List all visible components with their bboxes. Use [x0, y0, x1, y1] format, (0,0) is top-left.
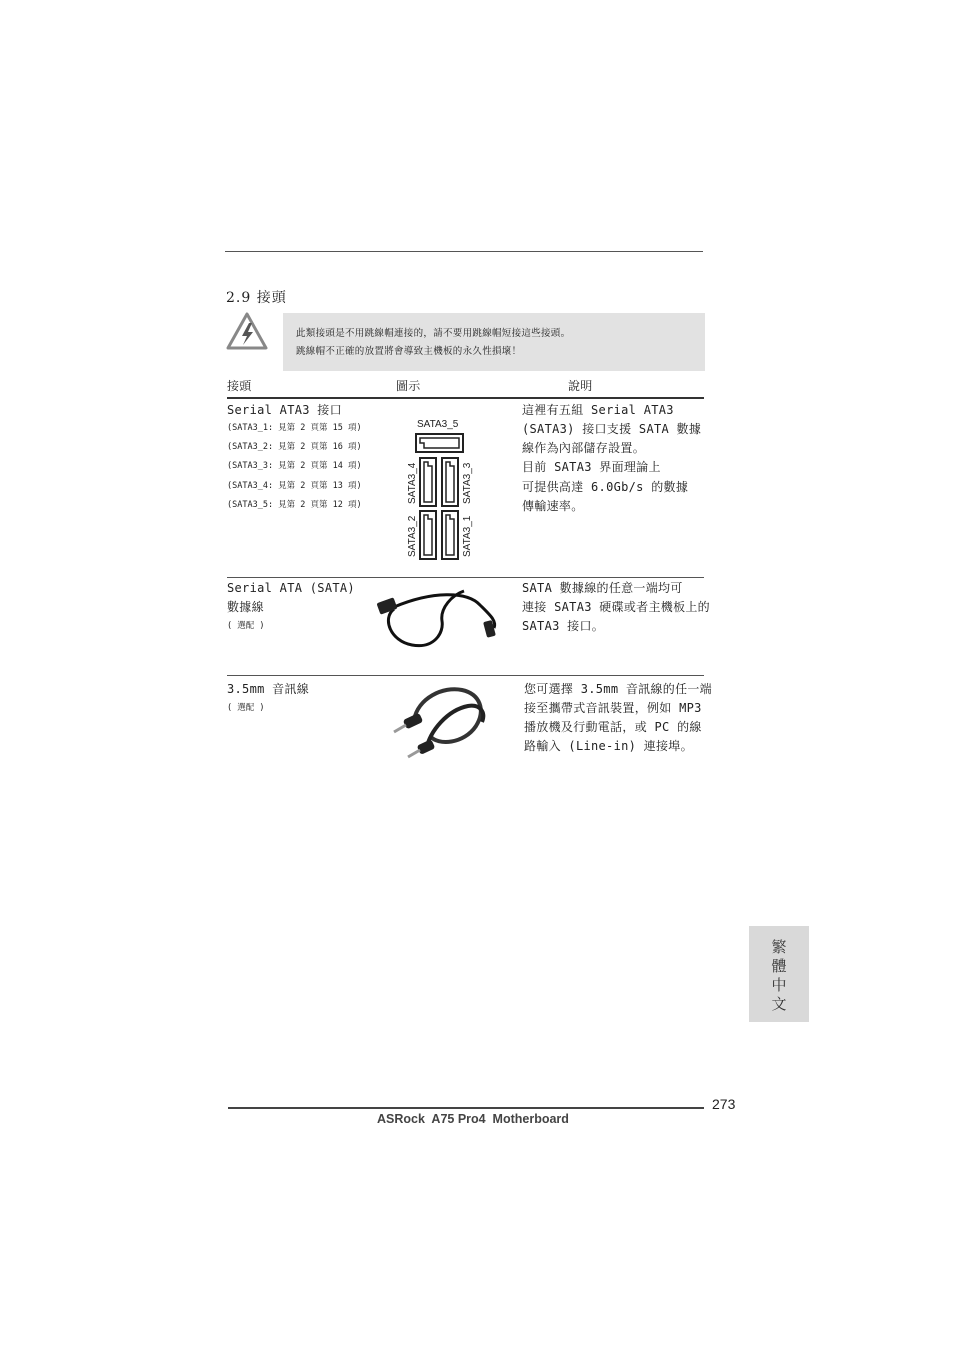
- audio-cable-desc-1: 您可選擇 3.5mm 音訊線的任一端: [524, 682, 712, 696]
- audio-cable-desc-2: 接至攜帶式音訊裝置，例如 MP3: [524, 701, 702, 715]
- warning-line-2: 跳線帽不正確的放置將會導致主機板的永久性損壞！: [296, 346, 522, 357]
- footer-rule: [228, 1107, 704, 1109]
- sata-cable-name-1: Serial ATA (SATA): [227, 581, 355, 595]
- header-rule: [225, 251, 703, 252]
- sata-ports-diagram: [400, 414, 480, 560]
- sata3-desc-4: 目前 SATA3 界面理論上: [522, 460, 661, 474]
- row-divider-2: [227, 675, 704, 676]
- footer-product-name: ASRock A75 Pro4 Motherboard: [377, 1112, 569, 1126]
- warning-line-1: 此類接頭是不用跳線帽連接的，請不要用跳線帽短接這些接頭。: [296, 328, 571, 339]
- table-header-rule: [227, 397, 704, 399]
- sata-cable-image: [372, 583, 502, 653]
- sata-cable-desc-3: SATA3 接口。: [522, 619, 605, 633]
- table-header-connector: 接頭: [227, 379, 252, 393]
- sata3-desc-5: 可提供高達 6.0Gb/s 的數據: [522, 480, 689, 494]
- sata3-3-label: SATA3_3: [462, 462, 473, 504]
- sata3-ref-3: (SATA3_3: 見第 2 頁第 14 項): [227, 461, 362, 471]
- sata3-ref-1: (SATA3_1: 見第 2 頁第 15 項): [227, 423, 362, 433]
- sata3-ref-4: (SATA3_4: 見第 2 頁第 13 項): [227, 481, 362, 491]
- table-header-diagram: 圖示: [396, 379, 421, 393]
- audio-cable-desc-4: 路輸入 (Line-in) 連接埠。: [524, 739, 693, 753]
- sata3-connector-name: Serial ATA3 接口: [227, 403, 342, 417]
- audio-cable-image: [388, 680, 492, 760]
- audio-cable-desc-3: 播放機及行動電話，或 PC 的線: [524, 720, 702, 734]
- section-title: 2.9 接頭: [226, 290, 287, 306]
- sata3-desc-3: 線作為內部儲存設置。: [522, 441, 646, 455]
- page-number: 273: [712, 1096, 736, 1112]
- sata3-4-label: SATA3_4: [407, 462, 418, 504]
- sata3-desc-2: (SATA3) 接口支援 SATA 數據: [522, 422, 702, 436]
- sata-cable-desc-1: SATA 數據線的任意一端均可: [522, 581, 683, 595]
- sata-cable-name-2: 數據線: [227, 600, 264, 614]
- warning-lightning-icon: [226, 311, 268, 351]
- audio-cable-name: 3.5mm 音訊線: [227, 682, 310, 696]
- sata3-ref-5: (SATA3_5: 見第 2 頁第 12 項): [227, 500, 362, 510]
- warning-box: [283, 313, 705, 371]
- sata-cable-note: ( 選配 ): [227, 621, 265, 631]
- row-divider-1: [227, 577, 704, 578]
- sata3-desc-1: 這裡有五組 Serial ATA3: [522, 403, 674, 417]
- language-side-tab: [749, 926, 809, 1022]
- sata3-5-label: SATA3_5: [417, 419, 459, 430]
- sata3-desc-6: 傳輸速率。: [522, 499, 584, 513]
- table-header-description: 說明: [568, 379, 593, 393]
- sata-cable-desc-2: 連接 SATA3 硬碟或者主機板上的: [522, 600, 710, 614]
- language-side-tab-label: 繁體中文: [771, 938, 787, 1013]
- sata3-ref-2: (SATA3_2: 見第 2 頁第 16 項): [227, 442, 362, 452]
- sata3-2-label: SATA3_2: [407, 515, 418, 557]
- audio-cable-note: ( 選配 ): [227, 703, 265, 713]
- sata3-1-label: SATA3_1: [462, 515, 473, 557]
